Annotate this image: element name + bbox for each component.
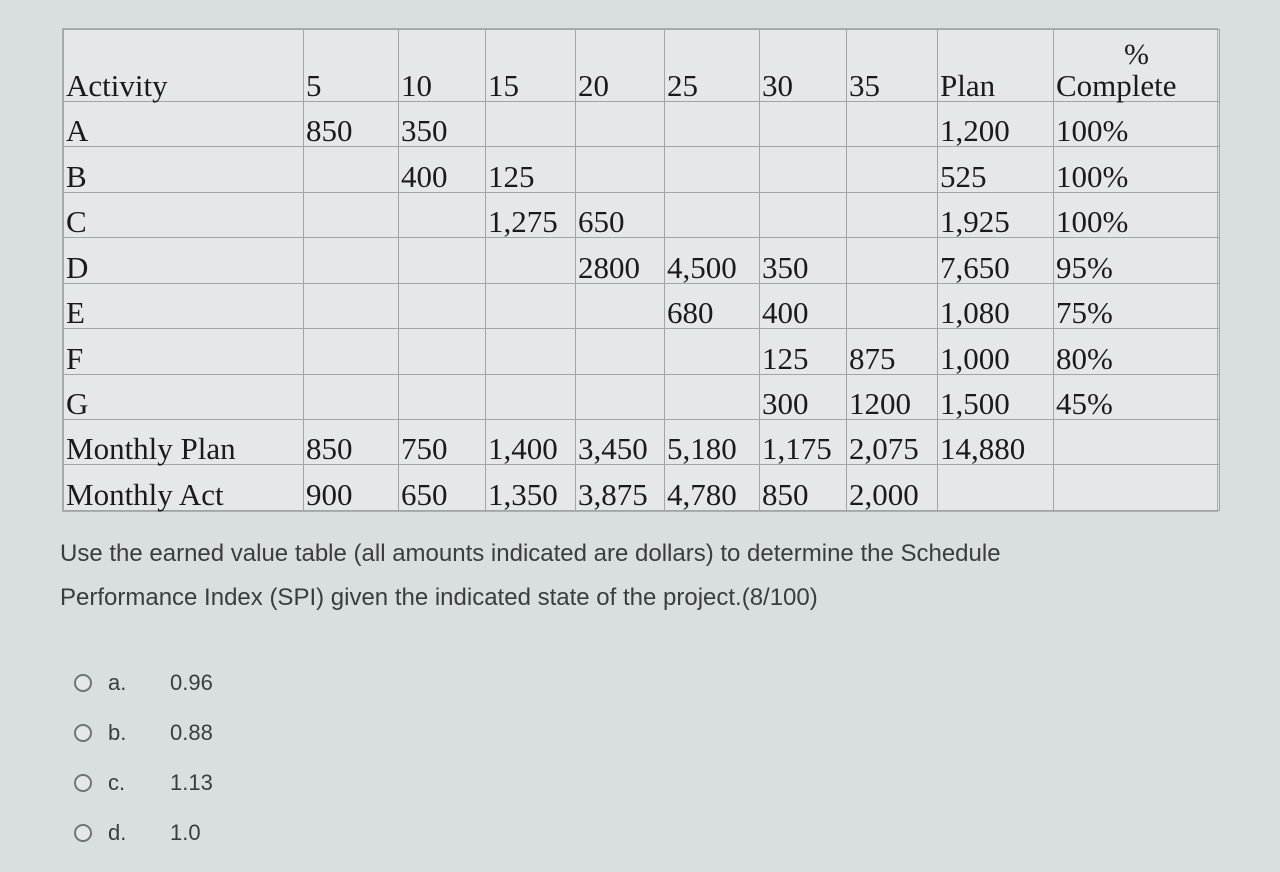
header-period: 25 — [665, 30, 760, 102]
option-value: 1.0 — [170, 820, 201, 845]
row-plan-total: 1,080 — [938, 283, 1054, 328]
row-period-value: 650 — [399, 465, 486, 511]
option-c[interactable] — [74, 758, 213, 808]
row-period-value: 1,400 — [486, 420, 576, 465]
option-a[interactable] — [74, 658, 213, 708]
row-activity-name: A — [64, 101, 304, 146]
question-line-1: Use the earned value table (all amounts indicated are dollars) to determine the Schedule — [60, 540, 1001, 567]
option-b[interactable] — [74, 708, 213, 758]
row-plan-total — [938, 465, 1054, 511]
row-period-value — [304, 329, 399, 374]
row-percent-complete — [1054, 420, 1220, 465]
row-period-value: 2,075 — [847, 420, 938, 465]
earned-value-table-container — [62, 28, 1218, 512]
table-row — [64, 420, 1220, 465]
row-period-value — [399, 192, 486, 237]
row-period-value: 350 — [760, 238, 847, 283]
row-period-value — [760, 192, 847, 237]
row-period-value: 400 — [760, 283, 847, 328]
header-percent-complete — [1054, 30, 1220, 102]
row-period-value: 3,875 — [576, 465, 665, 511]
row-period-value — [847, 147, 938, 192]
option-value: 0.88 — [170, 720, 213, 745]
row-period-value: 300 — [760, 374, 847, 419]
row-period-value — [399, 374, 486, 419]
table-row — [64, 147, 1220, 192]
row-activity-name: E — [64, 283, 304, 328]
row-percent-complete: 95% — [1054, 238, 1220, 283]
row-period-value: 850 — [760, 465, 847, 511]
row-period-value: 850 — [304, 420, 399, 465]
option-letter: c. — [108, 770, 126, 795]
row-period-value — [665, 101, 760, 146]
row-period-value: 1,350 — [486, 465, 576, 511]
row-period-value: 4,500 — [665, 238, 760, 283]
row-period-value: 350 — [399, 101, 486, 146]
row-activity-name: Monthly Act — [64, 465, 304, 511]
header-plan: Plan — [938, 30, 1054, 102]
row-period-value — [486, 238, 576, 283]
option-value: 0.96 — [170, 670, 213, 695]
row-period-value: 2,000 — [847, 465, 938, 511]
row-plan-total: 1,500 — [938, 374, 1054, 419]
row-period-value: 2800 — [576, 238, 665, 283]
row-period-value: 650 — [576, 192, 665, 237]
row-percent-complete: 75% — [1054, 283, 1220, 328]
row-period-value — [665, 374, 760, 419]
row-period-value — [304, 238, 399, 283]
row-period-value — [399, 238, 486, 283]
option-value: 1.13 — [170, 770, 213, 795]
row-period-value — [576, 374, 665, 419]
row-period-value — [399, 329, 486, 374]
row-period-value: 1,175 — [760, 420, 847, 465]
row-period-value — [665, 329, 760, 374]
row-activity-name: Monthly Plan — [64, 420, 304, 465]
row-period-value — [847, 192, 938, 237]
row-period-value — [847, 101, 938, 146]
row-percent-complete: 80% — [1054, 329, 1220, 374]
row-period-value: 680 — [665, 283, 760, 328]
header-period: 5 — [304, 30, 399, 102]
earned-value-table — [63, 29, 1220, 511]
row-period-value — [304, 283, 399, 328]
row-plan-total: 1,925 — [938, 192, 1054, 237]
row-activity-name: G — [64, 374, 304, 419]
row-activity-name: F — [64, 329, 304, 374]
row-period-value — [399, 283, 486, 328]
row-period-value: 850 — [304, 101, 399, 146]
radio-button-icon[interactable] — [74, 774, 92, 792]
row-activity-name: D — [64, 238, 304, 283]
row-plan-total: 1,200 — [938, 101, 1054, 146]
row-period-value: 900 — [304, 465, 399, 511]
table-row — [64, 329, 1220, 374]
row-period-value — [847, 238, 938, 283]
row-period-value: 125 — [760, 329, 847, 374]
row-period-value: 3,450 — [576, 420, 665, 465]
header-period: 35 — [847, 30, 938, 102]
row-activity-name: B — [64, 147, 304, 192]
row-period-value — [576, 147, 665, 192]
question-line-2: Performance Index (SPI) given the indicated state of the project.(8/100) — [60, 584, 818, 611]
row-plan-total: 14,880 — [938, 420, 1054, 465]
row-period-value — [665, 192, 760, 237]
row-plan-total: 1,000 — [938, 329, 1054, 374]
row-percent-complete: 100% — [1054, 101, 1220, 146]
row-activity-name: C — [64, 192, 304, 237]
option-letter: d. — [108, 820, 127, 845]
radio-button-icon[interactable] — [74, 724, 92, 742]
table-row — [64, 101, 1220, 146]
row-period-value — [847, 283, 938, 328]
option-d[interactable] — [74, 808, 213, 858]
row-period-value: 125 — [486, 147, 576, 192]
row-period-value — [576, 283, 665, 328]
row-period-value — [760, 147, 847, 192]
row-period-value: 400 — [399, 147, 486, 192]
table-row — [64, 374, 1220, 419]
row-period-value — [576, 329, 665, 374]
row-period-value — [486, 101, 576, 146]
header-complete-label: Complete — [1056, 67, 1177, 103]
header-period: 20 — [576, 30, 665, 102]
row-percent-complete: 100% — [1054, 192, 1220, 237]
row-period-value: 875 — [847, 329, 938, 374]
option-letter: b. — [108, 720, 127, 745]
row-period-value — [665, 147, 760, 192]
row-percent-complete — [1054, 465, 1220, 511]
radio-button-icon[interactable] — [74, 824, 92, 842]
row-plan-total: 7,650 — [938, 238, 1054, 283]
row-period-value — [576, 101, 665, 146]
row-percent-complete: 100% — [1054, 147, 1220, 192]
row-period-value — [304, 147, 399, 192]
row-period-value: 750 — [399, 420, 486, 465]
table-row — [64, 283, 1220, 328]
header-period: 30 — [760, 30, 847, 102]
row-period-value: 4,780 — [665, 465, 760, 511]
header-period: 15 — [486, 30, 576, 102]
row-period-value: 1,275 — [486, 192, 576, 237]
table-row — [64, 192, 1220, 237]
row-period-value — [486, 329, 576, 374]
row-period-value — [486, 374, 576, 419]
row-period-value — [304, 192, 399, 237]
answer-options — [74, 658, 213, 858]
option-letter: a. — [108, 670, 127, 695]
row-period-value — [304, 374, 399, 419]
table-body — [64, 101, 1220, 510]
row-period-value — [486, 283, 576, 328]
row-plan-total: 525 — [938, 147, 1054, 192]
header-period: 10 — [399, 30, 486, 102]
question-text — [60, 532, 1210, 620]
row-period-value: 1200 — [847, 374, 938, 419]
table-header-row — [64, 30, 1220, 102]
table-row — [64, 465, 1220, 511]
row-percent-complete: 45% — [1054, 374, 1220, 419]
row-period-value: 5,180 — [665, 420, 760, 465]
row-period-value — [760, 101, 847, 146]
table-row — [64, 238, 1220, 283]
header-activity: Activity — [64, 30, 304, 102]
header-percent-symbol: % — [1124, 37, 1149, 71]
radio-button-icon[interactable] — [74, 674, 92, 692]
